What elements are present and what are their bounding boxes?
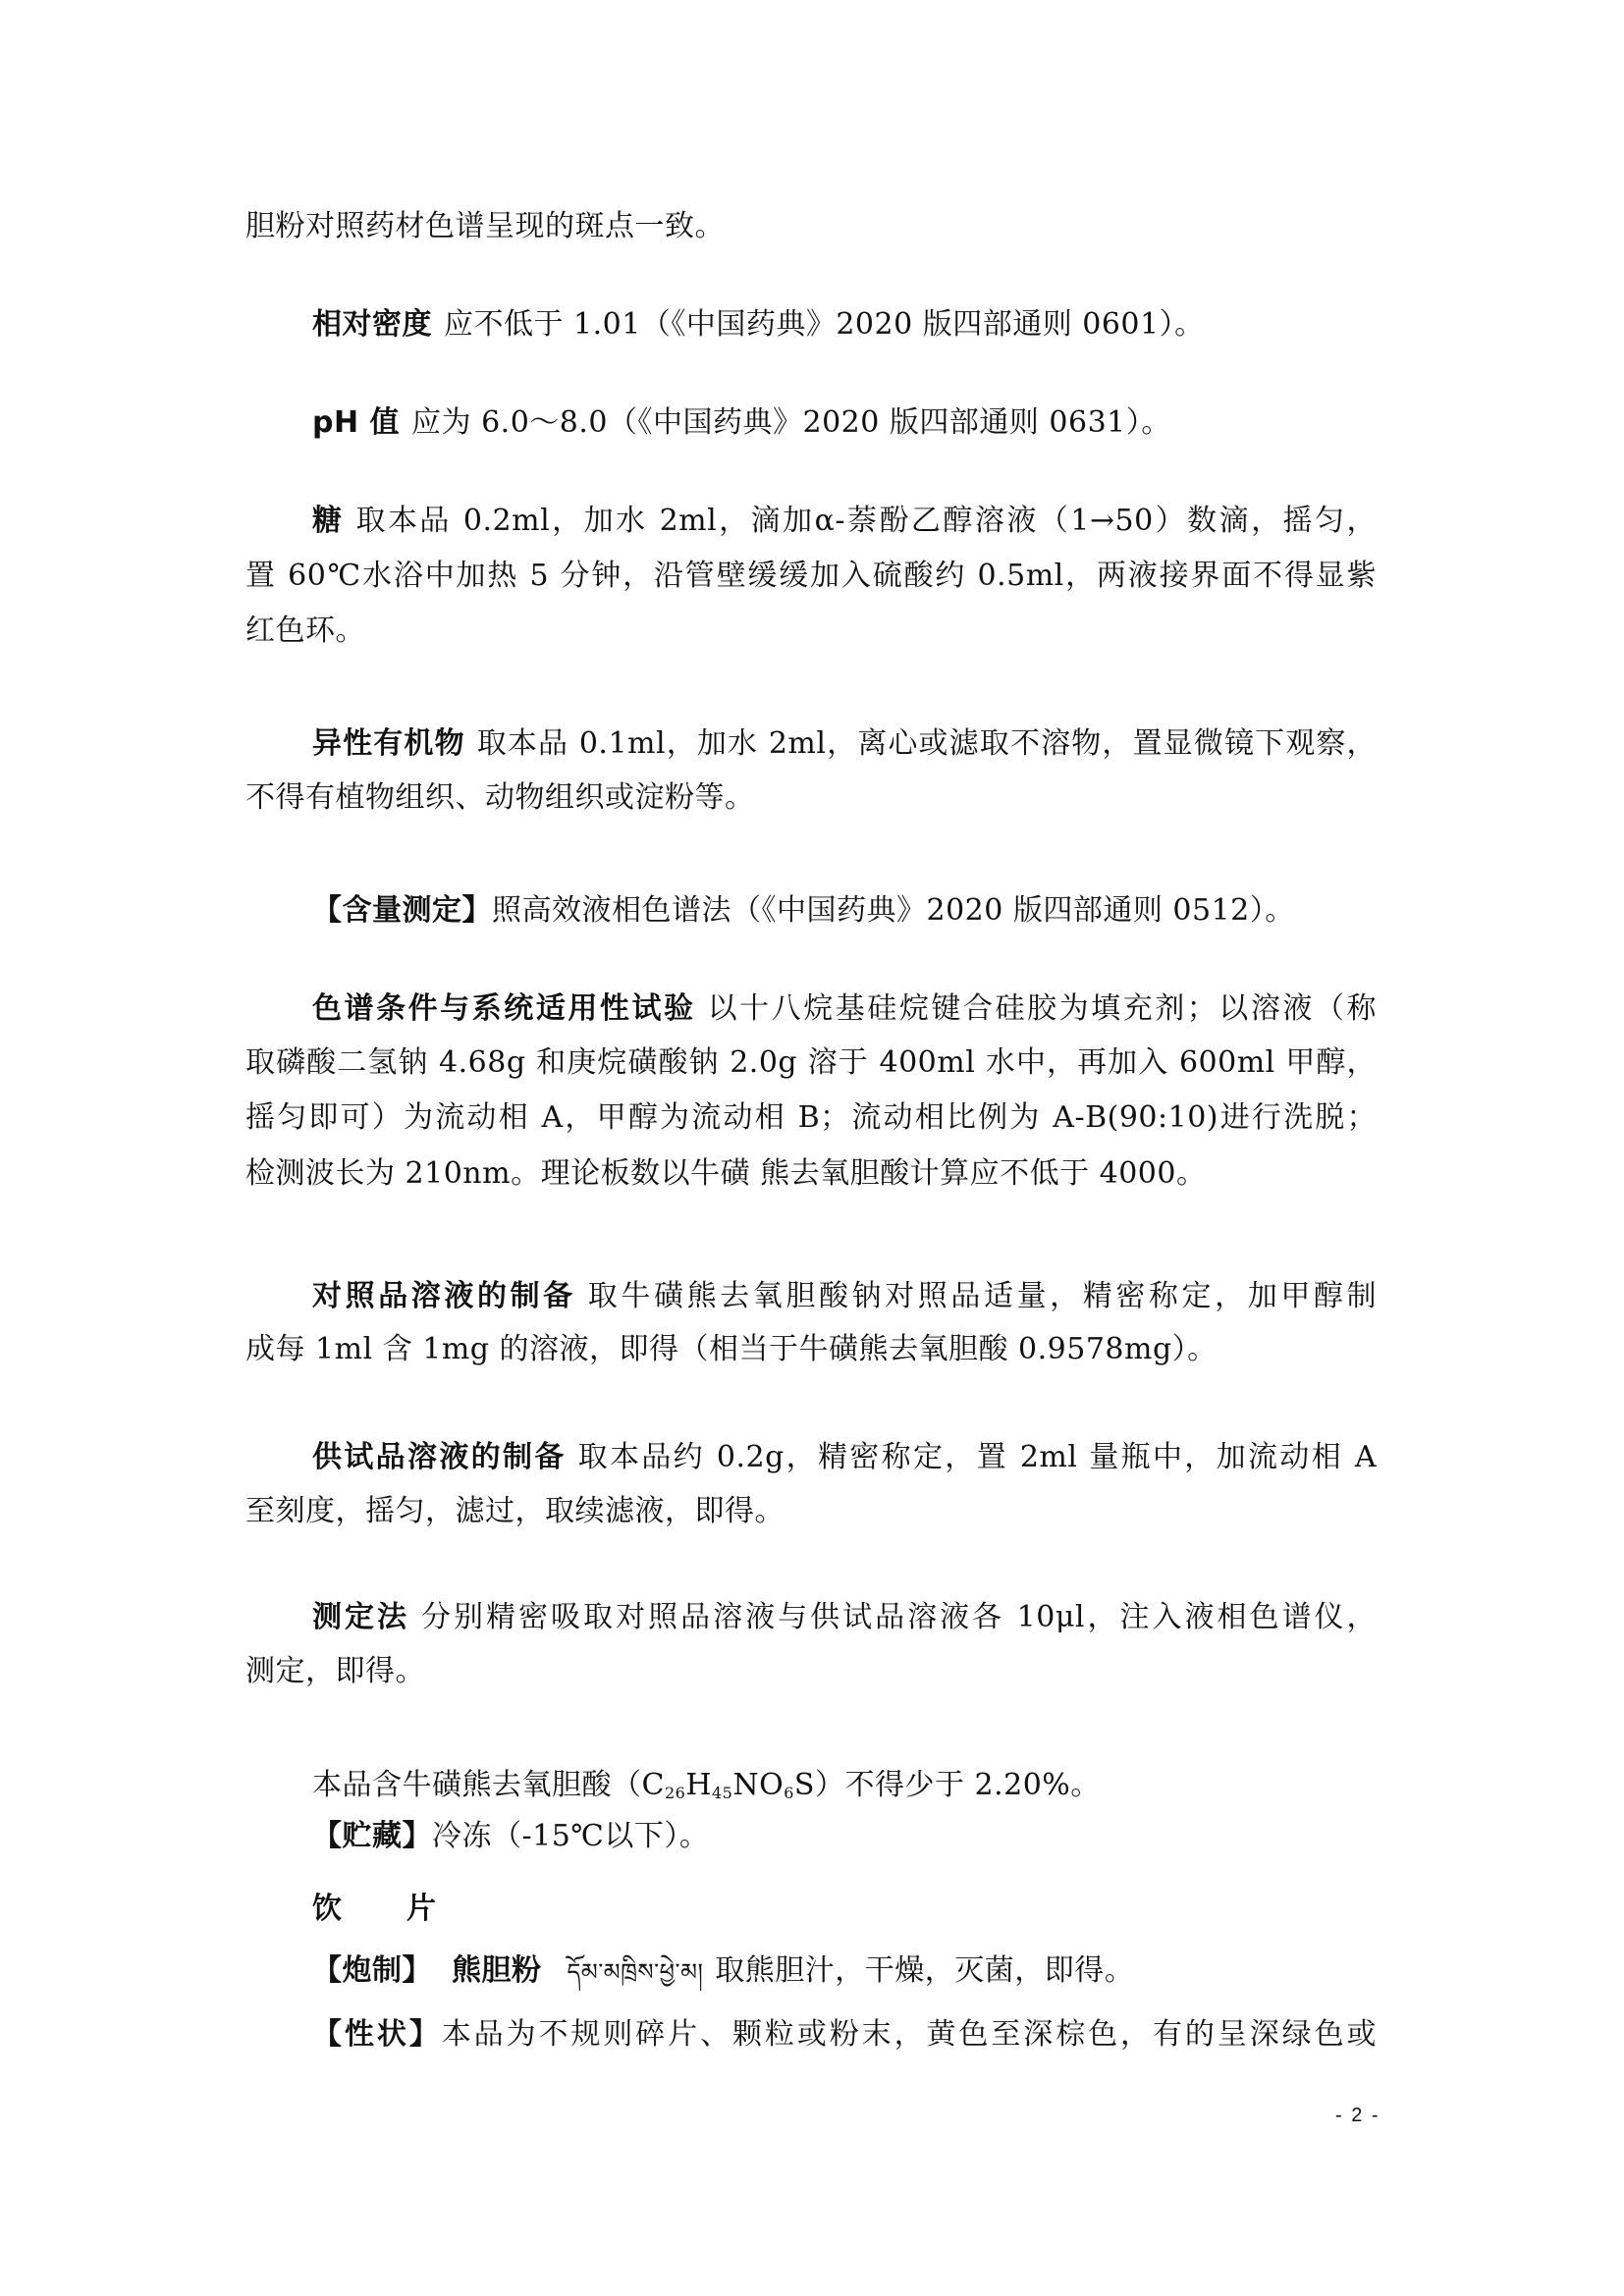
paragraph-foreign-matter xyxy=(312,726,1377,762)
paragraph-test-solution-end xyxy=(245,1494,1377,1529)
text: 应不低于 1.01（《中国药典》2020 版四部通则 0601）。 xyxy=(444,307,1205,342)
term-reference-solution: 对照品溶液的制备 xyxy=(312,1279,576,1313)
paragraph-tlc-conclusion xyxy=(245,209,1377,244)
paragraph-reference-solution-end xyxy=(245,1332,1377,1367)
text: 照高效液相色谱法（《中国药典》2020 版四部通则 0512）。 xyxy=(492,893,1295,928)
text: 本品含牛磺熊去氧胆酸（C xyxy=(312,1768,665,1802)
paragraph-content-limit xyxy=(312,1768,1377,1803)
text: 取本品约 0.2g，精密称定，置 2ml 量瓶中，加流动相 A xyxy=(577,1440,1378,1474)
section-heading-storage: 【贮藏】 xyxy=(312,1819,432,1853)
text: 取牛磺熊去氧胆酸钠对照品适量，精密称定，加甲醇制 xyxy=(587,1279,1378,1313)
term-test-solution: 供试品溶液的制备 xyxy=(312,1440,567,1474)
paragraph-test-solution xyxy=(312,1440,1377,1475)
section-description xyxy=(312,2017,1377,2053)
text: 本品为不规则碎片、颗粒或粉末，黄色至深棕色，有的呈深绿色或 xyxy=(441,2017,1377,2052)
paragraph-foreign-matter-end xyxy=(245,780,1377,816)
text: S）不得少于 2.20%。 xyxy=(793,1768,1101,1802)
text: 至刻度，摇匀，滤过，取续滤液，即得。 xyxy=(245,1494,785,1528)
product-name: 熊胆粉 xyxy=(452,1953,542,1988)
paragraph-ph xyxy=(312,405,1377,441)
term-foreign-matter: 异性有机物 xyxy=(312,726,465,761)
term-chromatography: 色谱条件与系统适用性试验 xyxy=(312,991,696,1026)
section-heading-description: 【性状】 xyxy=(312,2017,442,2052)
section-storage xyxy=(312,1819,1377,1854)
section-heading-assay: 【含量测定】 xyxy=(312,893,492,928)
paragraph-chromatography-cont xyxy=(245,1045,1377,1081)
heading-char: 饮 xyxy=(312,1892,342,1926)
text: NO xyxy=(732,1768,785,1802)
term-sugar: 糖 xyxy=(312,504,345,538)
text: H xyxy=(685,1768,712,1802)
text: 检测波长为 210nm。理论板数以牛磺 熊去氧胆酸计算应不低于 4000。 xyxy=(245,1156,1207,1191)
text: 成每 1ml 含 1mg 的溶液，即得（相当于牛磺熊去氧胆酸 0.9578mg）。 xyxy=(245,1332,1218,1366)
paragraph-chromatography-cont xyxy=(245,1100,1377,1136)
text: 应为 6.0～8.0（《中国药典》2020 版四部通则 0631）。 xyxy=(411,405,1171,440)
section-heading-decoction-pieces xyxy=(312,1892,1377,1927)
paragraph-procedure xyxy=(312,1600,1377,1635)
section-processing xyxy=(312,1953,1377,1990)
paragraph-sugar-end xyxy=(245,614,1377,649)
text: 红色环。 xyxy=(245,614,365,648)
text: 以十八烷基硅烷键合硅胶为填充剂；以溶液（称 xyxy=(707,991,1377,1026)
text: 测定，即得。 xyxy=(245,1654,425,1688)
paragraph-procedure-end xyxy=(245,1654,1377,1689)
heading-char: 片 xyxy=(406,1892,436,1926)
text: 胆粉对照药材色谱呈现的斑点一致。 xyxy=(245,209,725,243)
text: 不得有植物组织、动物组织或淀粉等。 xyxy=(245,780,755,815)
term-ph: pH 值 xyxy=(312,405,401,440)
page-number: - 2 - xyxy=(1335,2105,1380,2126)
paragraph-chromatography xyxy=(312,991,1377,1027)
text: 分别精密吸取对照品溶液与供试品溶液各 10μl，注入液相色谱仪， xyxy=(421,1600,1378,1634)
tibetan-name: དོམ་མཁྲིས་ཕྱེ་མ། xyxy=(567,1958,704,1986)
section-heading-processing: 【炮制】 xyxy=(312,1953,432,1988)
term-procedure: 测定法 xyxy=(312,1600,410,1634)
term-relative-density: 相对密度 xyxy=(312,307,432,342)
text: 取本品 0.1ml，加水 2ml，离心或滤取不溶物，置显微镜下观察， xyxy=(476,726,1378,761)
text: 摇匀即可）为流动相 A，甲醇为流动相 B；流动相比例为 A-B(90:10)进行洗脱； xyxy=(245,1100,1377,1135)
paragraph-sugar xyxy=(312,504,1377,539)
paragraph-relative-density xyxy=(312,307,1377,343)
text: 取熊胆汁，干燥，灭菌，即得。 xyxy=(715,1953,1135,1988)
subscript: 26 xyxy=(664,1784,686,1802)
subscript: 6 xyxy=(784,1784,794,1802)
paragraph-sugar-cont xyxy=(245,559,1377,594)
text: 取磷酸二氢钠 4.68g 和庚烷磺酸钠 2.0g 溶于 400ml 水中，再加入 600ml 甲醇， xyxy=(245,1045,1377,1080)
subscript: 45 xyxy=(712,1784,733,1802)
paragraph-chromatography-end xyxy=(245,1156,1377,1192)
text: 冷冻（-15℃以下）。 xyxy=(432,1819,710,1853)
text: 取本品 0.2ml，加水 2ml，滴加α-萘酚乙醇溶液（1→50）数滴，摇匀， xyxy=(355,504,1378,538)
paragraph-reference-solution xyxy=(312,1279,1377,1314)
section-assay xyxy=(312,893,1377,929)
text: 置 60℃水浴中加热 5 分钟，沿管壁缓缓加入硫酸约 0.5ml，两液接界面不得显紫 xyxy=(245,559,1377,593)
